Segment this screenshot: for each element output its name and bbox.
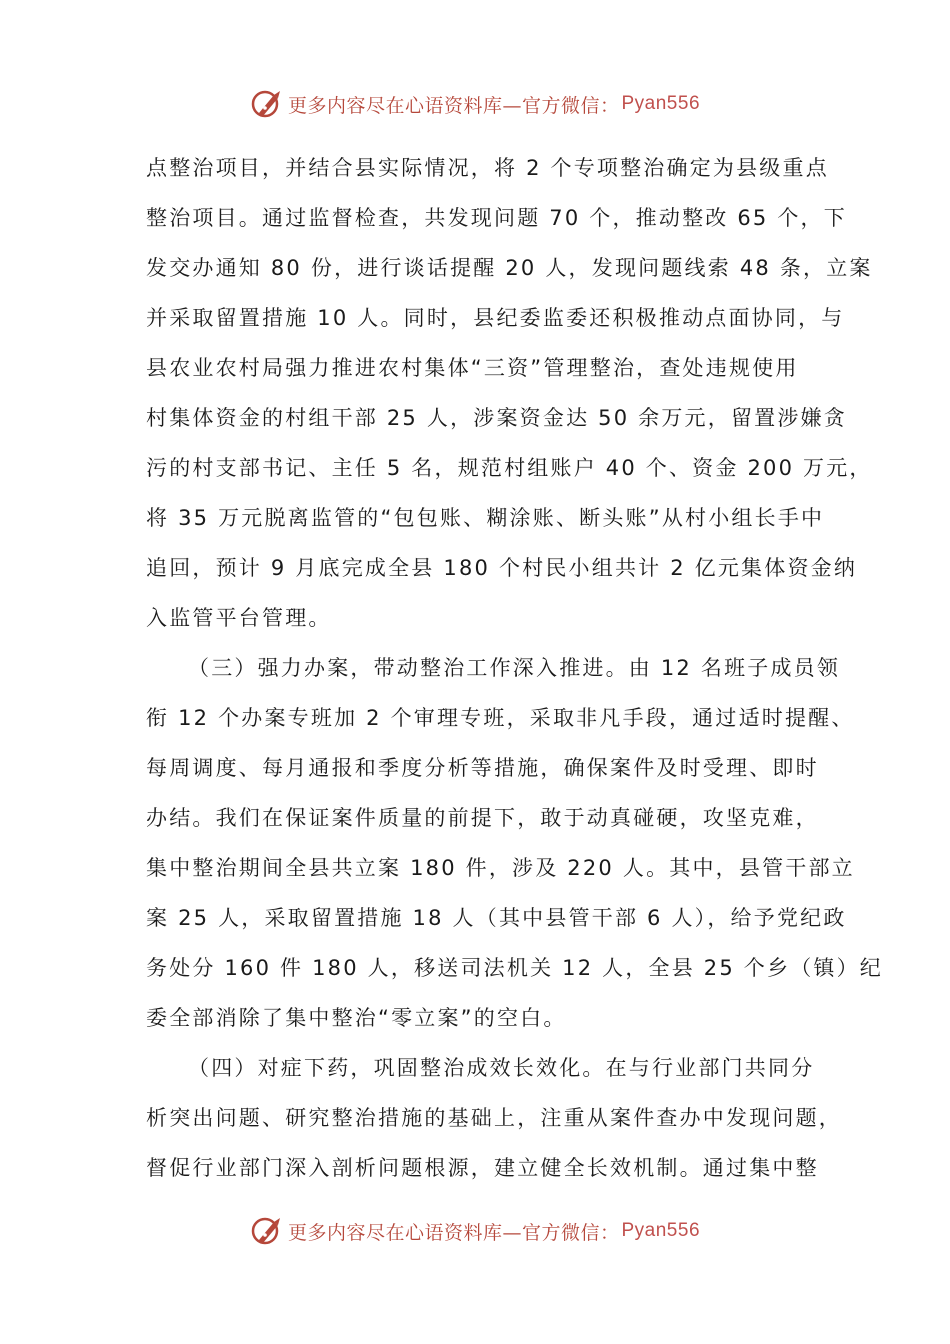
text-line: 案 25 人，采取留置措施 18 人（其中县管干部 6 人），给予党纪政 [146,906,847,930]
text-line: 衔 12 个办案专班加 2 个审理专班，采取非凡手段，通过适时提醒、 [146,706,855,730]
text-line: 集中整治期间全县共立案 180 件，涉及 220 人。其中，县管干部立 [146,856,855,880]
watermark-wechat-id: Pyan556 [621,93,701,114]
text-line: 村集体资金的村组干部 25 人，涉案资金达 50 余万元，留置涉嫌贪 [146,406,847,430]
text-line: 务处分 160 件 180 人，移送司法机关 12 人，全县 25 个乡（镇）纪 [146,956,884,980]
pen-nib-circle-icon [250,1214,284,1248]
text-line: 委全部消除了集中整治“零立案”的空白。 [146,1006,567,1030]
text-line: 并采取留置措施 10 人。同时，县纪委监委还积极推动点面协同，与 [146,306,845,330]
text-line: 每周调度、每月通报和季度分析等措施，确保案件及时受理、即时 [146,756,819,780]
text-line: 办结。我们在保证案件质量的前提下，敢于动真碰硬，攻坚克难， [146,806,819,830]
text-line: 督促行业部门深入剖析问题根源，建立健全长效机制。通过集中整 [146,1156,819,1180]
pen-nib-circle-icon [250,87,284,121]
text-line: 发交办通知 80 份，进行谈话提醒 20 人，发现问题线索 48 条，立案 [146,256,873,280]
watermark-text: 更多内容尽在心语资料库—官方微信： [287,1221,620,1244]
watermark-wechat-id: Pyan556 [621,1220,701,1241]
section-3-heading-line: （三）强力办案，带动整治工作深入推进。由 12 名班子成员领 [188,656,841,680]
text-line: 析突出问题、研究整治措施的基础上，注重从案件查办中发现问题， [146,1106,842,1130]
text-line: 将 35 万元脱离监管的“包包账、糊涂账、断头账”从村小组长手中 [146,506,825,530]
text-line: 点整治项目，并结合县实际情况，将 2 个专项整治确定为县级重点 [146,156,829,180]
watermark-text: 更多内容尽在心语资料库—官方微信： [287,94,620,117]
text-line: 整治项目。通过监督检查，共发现问题 70 个，推动整改 65 个，下 [146,206,847,230]
footer-watermark [0,1211,950,1251]
document-body [146,143,884,1193]
section-4-heading-line: （四）对症下药，巩固整治成效长效化。在与行业部门共同分 [188,1056,815,1080]
header-watermark [0,84,950,124]
text-line: 入监管平台管理。 [146,606,332,630]
text-line: 县农业农村局强力推进农村集体“三资”管理整治，查处违规使用 [146,356,799,380]
text-line: 追回，预计 9 月底完成全县 180 个村民小组共计 2 亿元集体资金纳 [146,556,858,580]
text-line: 污的村支部书记、主任 5 名，规范村组账户 40 个、资金 200 万元， [146,456,873,480]
